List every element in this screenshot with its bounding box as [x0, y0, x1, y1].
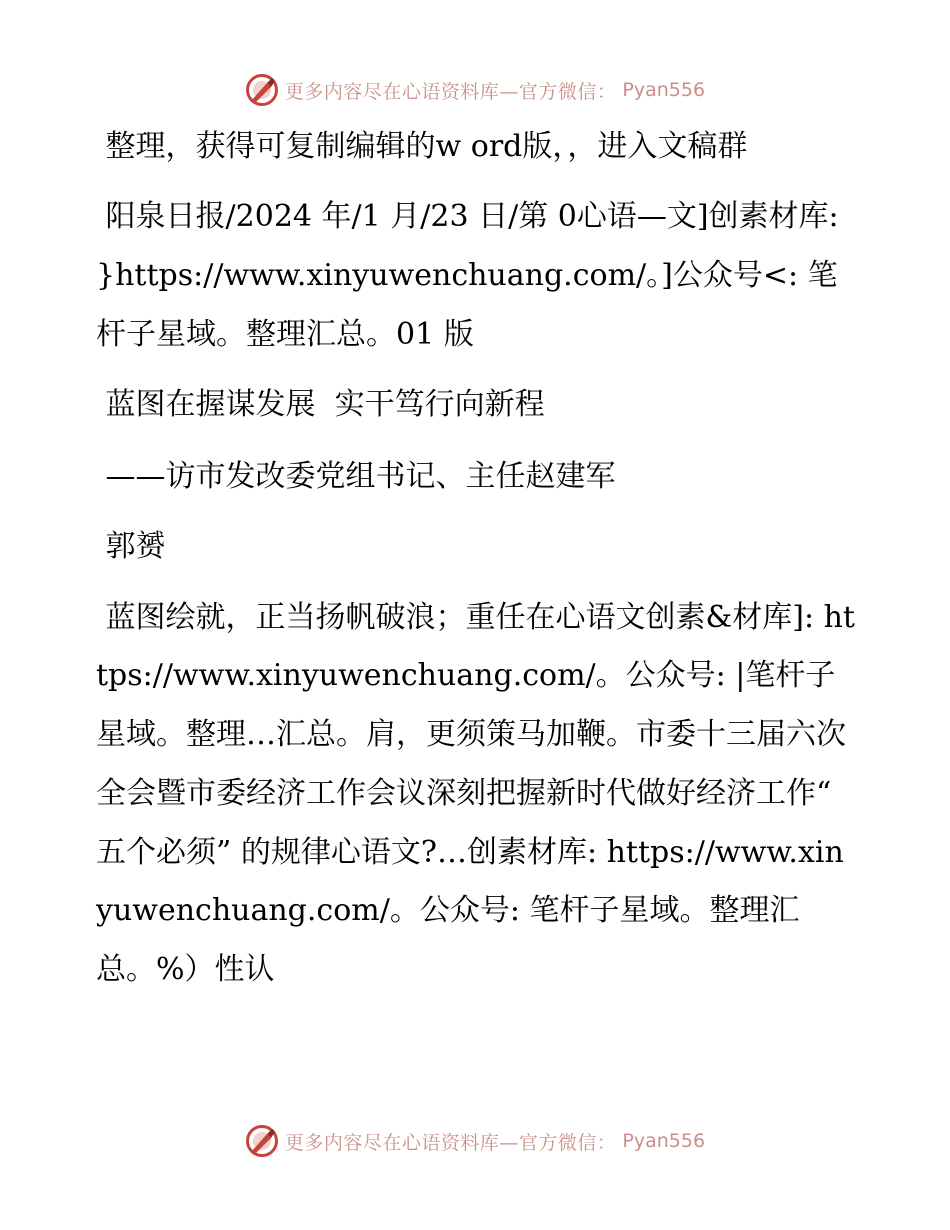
- pen-logo-icon: [245, 1124, 279, 1158]
- header-banner: [0, 70, 950, 110]
- header-banner-text: 更多内容尽在心语资料库—官方微信：: [284, 80, 617, 103]
- intro-paragraph: 整理，获得可复制编辑的w ord版，，进入文稿群: [96, 129, 748, 164]
- source-paragraph: 阳泉日报/2024 年/1 月/23 日/第 0心语—文]创素材库: }https://www.xinyuwenchuang.com/。]公众号<: 笔杆子星域。整理汇总。01 版: [96, 199, 849, 352]
- article-subtitle: ——访市发改委党组书记、主任赵建军: [96, 458, 616, 494]
- footer-banner-inner: [245, 1124, 705, 1158]
- document-body: [96, 118, 856, 1014]
- article-body-paragraph: 蓝图绘就，正当扬帆破浪；重任在心语文创素&材库]: https://www.xinyuwenchuang.com/。公众号: |笔杆子星域。整理…汇总。肩，更须策马加鞭。市委十三届六次全会暨市委经济工作会议深刻把握新时代做好经济工作“ 五个必须” 的规律心语文?…创素材库: https://www.xinyuwenchuang.com/。公众号: 笔杆子星域。整理汇总。%）性认: [96, 599, 855, 988]
- header-banner-inner: [245, 73, 705, 107]
- footer-banner: [0, 1121, 950, 1161]
- article-author: 郭赟: [96, 529, 166, 564]
- pen-logo-icon: [245, 73, 279, 107]
- header-wechat-id: Pyan556: [622, 79, 706, 101]
- article-title: 蓝图在握谋发展 实干笃行向新程: [96, 387, 545, 422]
- footer-wechat-id: Pyan556: [622, 1130, 706, 1152]
- footer-banner-text: 更多内容尽在心语资料库—官方微信：: [284, 1131, 617, 1154]
